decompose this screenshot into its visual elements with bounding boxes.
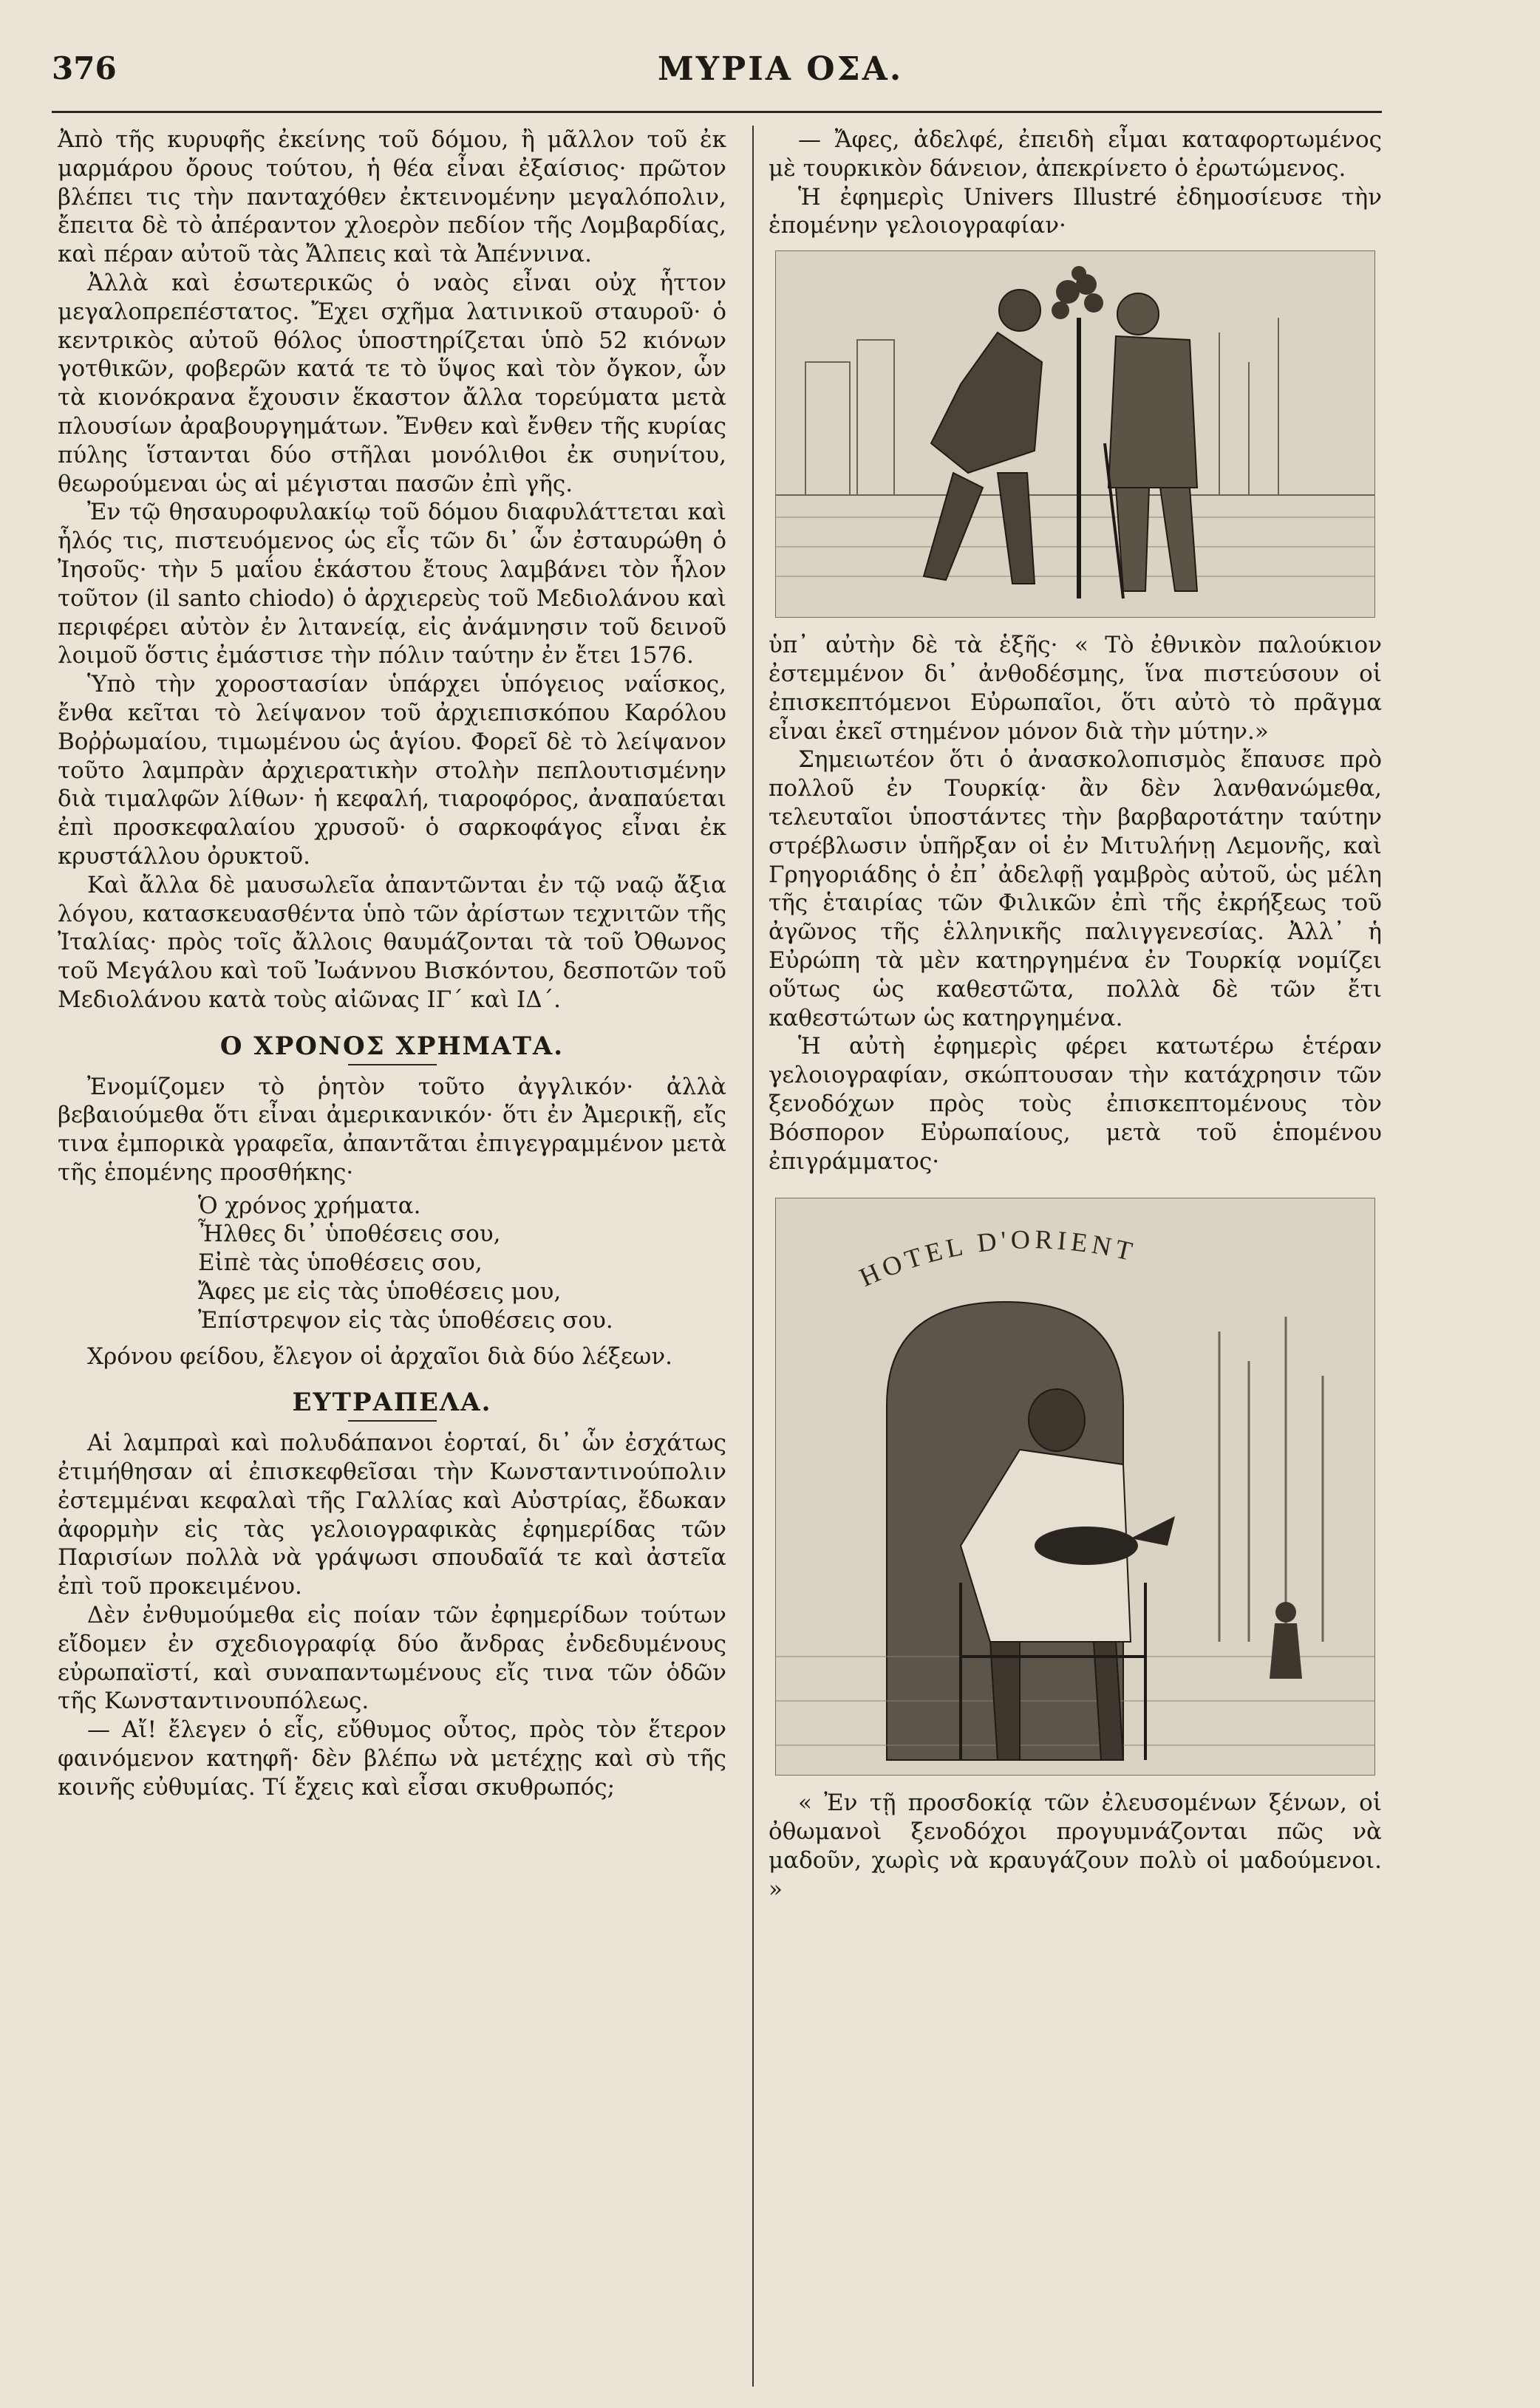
page-number: 376 [52,50,117,86]
paragraph: Ἡ αὐτὴ ἐφημερὶς φέρει κατωτέρω ἑτέραν γελοιογραφίαν, σκώπτουσαν τὴν κατάχρησιν τῶν ξενοδόχων πρὸς τοὺς ἐπισκεπτομένους τὸν Βόσπορον Εὐρωπαίους, μετὰ τοῦ ἑπομένου ἐπιγράμματος· [769,1033,1382,1175]
poem-line: Ἦλθες δι᾽ ὑποθέσεις σου, [198,1221,501,1248]
caricature-illustration-hotel [775,1198,1375,1776]
paragraph: Ὑπὸ τὴν χοροστασίαν ὑπάρχει ὑπόγειος ναΐσκος, ἔνθα κεῖται τὸ λείψανον τοῦ ἀρχιεπισκόπου Καρόλου Βοῤῥωμαίου, τιμωμένου ὡς ἁγίου. Φορεῖ δὲ τὸ λείψανον τοῦτο λαμπρὰν ἀρχιερατικὴν στολὴν πεπλουτισμένην διὰ τιμαλφῶν λίθων· ἡ κεφαλή, τιαροφόρος, ἀναπαύεται ἐπὶ προσκεφαλαίου χρυσοῦ· ὁ σαρκοφάγος εἶναι ἐκ κρυστάλλου ὀρυκτοῦ. [58,671,726,870]
paragraph: Ἐν τῷ θησαυροφυλακίῳ τοῦ δόμου διαφυλάττεται καὶ ἧλός τις, πιστευόμενος ὡς εἷς τῶν δι᾽ ὧν ἐσταυρώθη ὁ Ἰησοῦς· τὴν 5 μαΐου ἑκάστου ἔτους λαμβάνει τὸν ἧλον τοῦτον (il santo chiodo) ὁ ἀρχιερεὺς τοῦ Μεδιολάνου καὶ περιφέρει αὐτὸν ἐν λιτανείᾳ, εἰς ἀνάμνησιν τοῦ δεινοῦ λοιμοῦ ὅστις ἐμάστισε τὴν πόλιν ταύτην ἐν ἔτει 1576. [58,499,726,669]
poem-line: Ὁ χρόνος χρήματα. [198,1192,421,1219]
header-rule [52,111,1382,113]
margin-edge-marks [1512,89,1534,473]
paragraph: Ἀπὸ τῆς κυρυφῆς ἐκείνης τοῦ δόμου, ἢ μᾶλλον τοῦ ἐκ μαρμάρου ὄρους τούτου, ἡ θέα εἶναι ἐξαίσιος· πρῶτον βλέπει τις τὴν πανταχόθεν ἐκτεινομένην μεγαλόπολιν, ἔπειτα δὲ τὸ ἀπέραντον χλοερὸν πεδίον τῆς Λομβαρδίας, καὶ πέραν αὐτοῦ τὰς Ἄλπεις καὶ τὰ Ἀπέννινα. [58,126,726,268]
title-underline [348,1064,437,1065]
paragraph: Σημειωτέον ὅτι ὁ ἀνασκολοπισμὸς ἔπαυσε πρὸ πολλοῦ ἐν Τουρκίᾳ· ἂν δὲν λανθανώμεθα, τελευταῖοι ὑποστάντες τὴν βαρβαροτάτην ταύτην στρέβλωσιν ὑπῆρξαν οἱ ἐν Μιτυλήνῃ Λεμονῆς, καὶ Γρηγοριάδης ὁ ἐπ᾽ ἀδελφῇ γαμβρὸς αὐτοῦ, ὡς μέλη τῆς ἑταιρίας τῶν Φιλικῶν ἐπὶ τῆς ἐκρήξεως τοῦ ἀγῶνος τῆς ἑλληνικῆς παλιγγενεσίας. Ἀλλ᾽ ἡ Εὐρώπη τὰ μὲν κατηργημένα ἐν Τουρκίᾳ νομίζει οὕτως ὡς καθεστῶτα, πολλὰ δὲ τῶν ἔτι καθεστώτων ὡς κατηργημένα. [769,746,1382,1031]
running-title: ΜΥΡΙΑ ΟΣΑ. [658,50,904,88]
title-underline [348,1420,437,1422]
paragraph: Ἐνομίζομεν τὸ ῥητὸν τοῦτο ἀγγλικόν· ἀλλὰ βεβαιούμεθα ὅτι εἶναι ἀμερικανικόν· ὅτι ἐν Ἀμερικῇ, εἴς τινα ἐμπορικὰ γραφεῖα, ἀπαντᾶται ἐπιγεγραμμένον μετὰ τῆς ἑπομένης προσθήκης· [58,1073,726,1186]
paragraph: — Ἄφες, ἀδελφέ, ἐπειδὴ εἶμαι καταφορτωμένος μὲ τουρκικὸν δάνειον, ἀπεκρίνετο ὁ ἐρωτώμενος. [769,126,1382,182]
paragraph: Δὲν ἐνθυμούμεθα εἰς ποίαν τῶν ἐφημερίδων τούτων εἴδομεν ἐν σχεδιογραφίᾳ δύο ἄνδρας ἐνδεδυμένους εὐρωπαϊστί, καὶ συναπαντωμένους εἴς τινα τῶν ὁδῶν τῆς Κωνσταντινουπόλεως. [58,1602,726,1715]
page-header [52,50,1382,109]
poem-line: Εἰπὲ τὰς ὑποθέσεις σου, [198,1249,483,1277]
paragraph: ὑπ᾽ αὐτὴν δὲ τὰ ἑξῆς· « Τὸ ἐθνικὸν παλούκιον ἐστεμμένον δι᾽ ἀνθοδέσμης, ἵνα πιστεύσουν οἱ ἐπισκεπτόμενοι Εὐρωπαῖοι, ὅτι αὐτὸ τὸ πρᾶγμα εἶναι ἐκεῖ στημένον μόνον διὰ τὴν μύτην.» [769,632,1382,745]
section-title-text: Ο ΧΡΟΝΟΣ ΧΡΗΜΑΤΑ. [219,1031,565,1061]
paragraph: « Ἐν τῇ προσδοκίᾳ τῶν ἐλευσομένων ξένων, οἱ ὀθωμανοὶ ξενοδόχοι προγυμνάζονται πῶς νὰ μαδοῦν, χωρὶς νὰ κραυγάζουν πολὺ οἱ μαδούμενοι. » [769,1790,1382,1903]
poem-line: Ἐπίστρεψον εἰς τὰς ὑποθέσεις σου. [198,1306,613,1334]
section-title-text: ΕΥΤΡΑΠΕΛΑ. [292,1388,492,1418]
section-title-jokes [58,1388,726,1422]
paragraph: — Αἴ! ἔλεγεν ὁ εἷς, εὔθυμος οὗτος, πρὸς τὸν ἕτερον φαινόμενον κατηφῆ· δὲν βλέπω νὰ μετέχῃς καὶ σὺ τῆς κοινῆς εὐθυμίας. Τί ἔχεις καὶ εἶσαι σκυθρωπός; [58,1716,726,1801]
caricature-illustration-stake [775,250,1375,618]
paragraph: Ἡ ἐφημερὶς Univers Illustré ἐδημοσίευσε τὴν ἑπομένην γελοιογραφίαν· [769,183,1382,239]
paragraph: Αἱ λαμπραὶ καὶ πολυδάπανοι ἑορταί, δι᾽ ὧν ἐσχάτως ἐτιμήθησαν αἱ ἐπισκεφθεῖσαι τὴν Κωνσταντινούπολιν ἐστεμμέναι κεφαλαὶ τῆς Γαλλίας καὶ Αὐστρίας, ἔδωκαν ἀφορμὴν εἰς τὰς γελοιογραφικὰς ἐφημερίδας τῶν Παρισίων πολλὰ νὰ γράψωσι σπουδαῖά τε καὶ ἀστεῖα ἐπὶ τοῦ προκειμένου. [58,1430,726,1600]
left-column [58,126,726,1802]
paragraph: Χρόνου φείδου, ἔλεγον οἱ ἀρχαῖοι διὰ δύο λέξεων. [87,1343,673,1370]
poem-line: Ἄφες με εἰς τὰς ὑποθέσεις μου, [198,1278,562,1306]
column-divider [752,126,754,2387]
poem [58,1192,726,1335]
paragraph: Καὶ ἄλλα δὲ μαυσωλεῖα ἀπαντῶνται ἐν τῷ ναῷ ἄξια λόγου, κατασκευασθέντα ὑπὸ τῶν ἀρίστων τεχνιτῶν τῆς Ἰταλίας· πρὸς τοῖς ἄλλοις θαυμάζονται τὰ τοῦ Ὀθωνος τοῦ Μεγάλου καὶ τοῦ Ἰωάννου Βισκόντου, δεσποτῶν τοῦ Μεδιολάνου κατὰ τοὺς αἰῶνας ΙΓ΄ καὶ ΙΔ΄. [58,871,726,1013]
section-title-time-money [58,1032,726,1065]
paragraph: Ἀλλὰ καὶ ἐσωτερικῶς ὁ ναὸς εἶναι οὐχ ἧττον μεγαλοπρεπέστατος. Ἔχει σχῆμα λατινικοῦ σταυροῦ· ὁ κεντρικὸς αὐτοῦ θόλος ὑποστηρίζεται ὑπὸ 52 κιόνων γοτθικῶν, φοβερῶν κατά τε τὸ ὕψος καὶ τὸν ὄγκον, ὧν τὰ κιονόκρανα ἔχουσιν ἕκαστον ἄλλα τορεύματα μετὰ πλουσίων ἀραβουργημάτων. Ἔνθεν καὶ ἔνθεν τῆς κυρίας πύλης ἵστανται δύο στῆλαι μονόλιθοι ἐκ συηνίτου, θεωρούμεναι ὡς αἱ μέγισται πασῶν ἐπὶ γῆς. [58,269,726,497]
hotel-sign-text: HOTEL D'ORIENT [854,1224,1139,1293]
right-column [769,126,1382,1904]
